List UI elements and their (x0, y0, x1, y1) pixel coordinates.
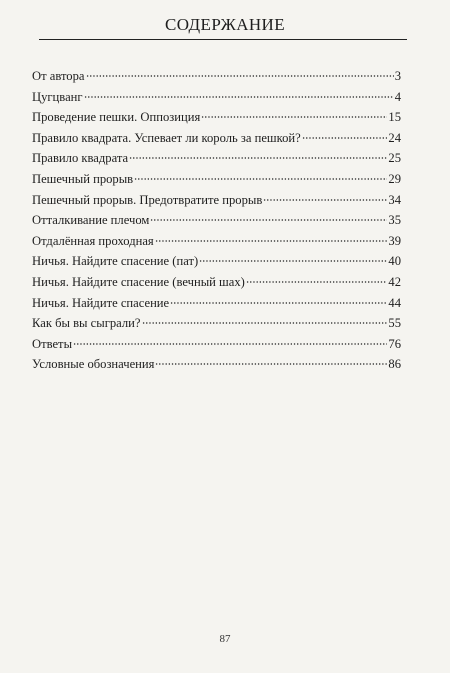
toc-entry-page: 29 (388, 171, 401, 186)
dot-leader (129, 157, 387, 159)
toc-entry-page: 4 (394, 89, 401, 104)
toc-entry-draw-find-save[interactable] (32, 293, 401, 314)
toc-entry-title: Правило квадрата. Успевает ли король за пешкой? (32, 130, 301, 145)
dot-leader (150, 219, 387, 221)
toc-entry-shouldering[interactable] (32, 210, 401, 231)
toc-entry-title: Пешечный прорыв (32, 171, 134, 186)
toc-entry-title: Правило квадрата (32, 151, 129, 166)
toc-entry-symbols[interactable] (32, 354, 401, 375)
dot-leader (134, 178, 387, 180)
toc-entry-title: Ничья. Найдите спасение (вечный шах) (32, 274, 245, 289)
dot-leader (142, 322, 388, 324)
toc-entry-page: 35 (388, 213, 401, 228)
toc-entry-draw-perpetual-check[interactable] (32, 272, 401, 293)
table-of-contents (32, 66, 401, 375)
toc-entry-page: 40 (388, 254, 401, 269)
title-underline (39, 39, 407, 40)
toc-entry-page: 3 (394, 69, 401, 83)
toc-entry-page: 55 (388, 316, 401, 331)
toc-entry-page: 86 (388, 357, 401, 372)
dot-leader (201, 116, 387, 118)
toc-entry-page: 25 (388, 151, 401, 166)
toc-entry-title: Отталкивание плечом (32, 213, 150, 228)
toc-entry-title: Условные обозначения (32, 357, 155, 372)
page-number: 87 (219, 633, 231, 645)
toc-entry-title: Как бы вы сыграли? (32, 316, 141, 331)
toc-entry-from-author[interactable] (32, 66, 401, 87)
toc-entry-pawn-breakthrough[interactable] (32, 169, 401, 190)
page-title: СОДЕРЖАНИЕ (164, 15, 286, 34)
dot-leader (199, 260, 387, 262)
dot-leader (170, 302, 387, 304)
toc-entry-page: 39 (388, 233, 401, 248)
toc-entry-page: 44 (388, 295, 401, 310)
toc-entry-title: Пешечный прорыв. Предотвратите прорыв (32, 192, 263, 207)
toc-entry-title: Ничья. Найдите спасение (32, 295, 170, 310)
toc-entry-square-rule-king[interactable] (32, 128, 401, 149)
dot-leader (155, 363, 387, 365)
toc-entry-answers[interactable] (32, 334, 401, 355)
toc-entry-title: Ответы (32, 336, 73, 351)
toc-entry-page: 15 (388, 110, 401, 125)
toc-entry-title: От автора (32, 69, 85, 83)
toc-entry-zugzwang[interactable] (32, 87, 401, 108)
toc-entry-square-rule[interactable] (32, 148, 401, 169)
toc-entry-title: Ничья. Найдите спасение (пат) (32, 254, 199, 269)
dot-leader (246, 281, 388, 283)
dot-leader (302, 137, 388, 139)
toc-entry-prevent-breakthrough[interactable] (32, 190, 401, 211)
toc-entry-outside-passed-pawn[interactable] (32, 231, 401, 252)
toc-entry-title: Отдалённая проходная (32, 233, 154, 248)
toc-entry-title: Цугцванг (32, 89, 83, 104)
toc-entry-how-would-you-play[interactable] (32, 313, 401, 334)
toc-entry-draw-stalemate[interactable] (32, 251, 401, 272)
toc-entry-pawn-promotion-opposition[interactable] (32, 107, 401, 128)
dot-leader (155, 240, 388, 242)
dot-leader (86, 75, 394, 77)
dot-leader (84, 96, 394, 98)
toc-entry-page: 76 (388, 336, 401, 351)
toc-entry-page: 34 (388, 192, 401, 207)
toc-entry-title: Проведение пешки. Оппозиция (32, 110, 201, 125)
toc-entry-page: 24 (388, 130, 401, 145)
dot-leader (73, 343, 387, 345)
dot-leader (263, 199, 387, 201)
toc-entry-page: 42 (388, 274, 401, 289)
